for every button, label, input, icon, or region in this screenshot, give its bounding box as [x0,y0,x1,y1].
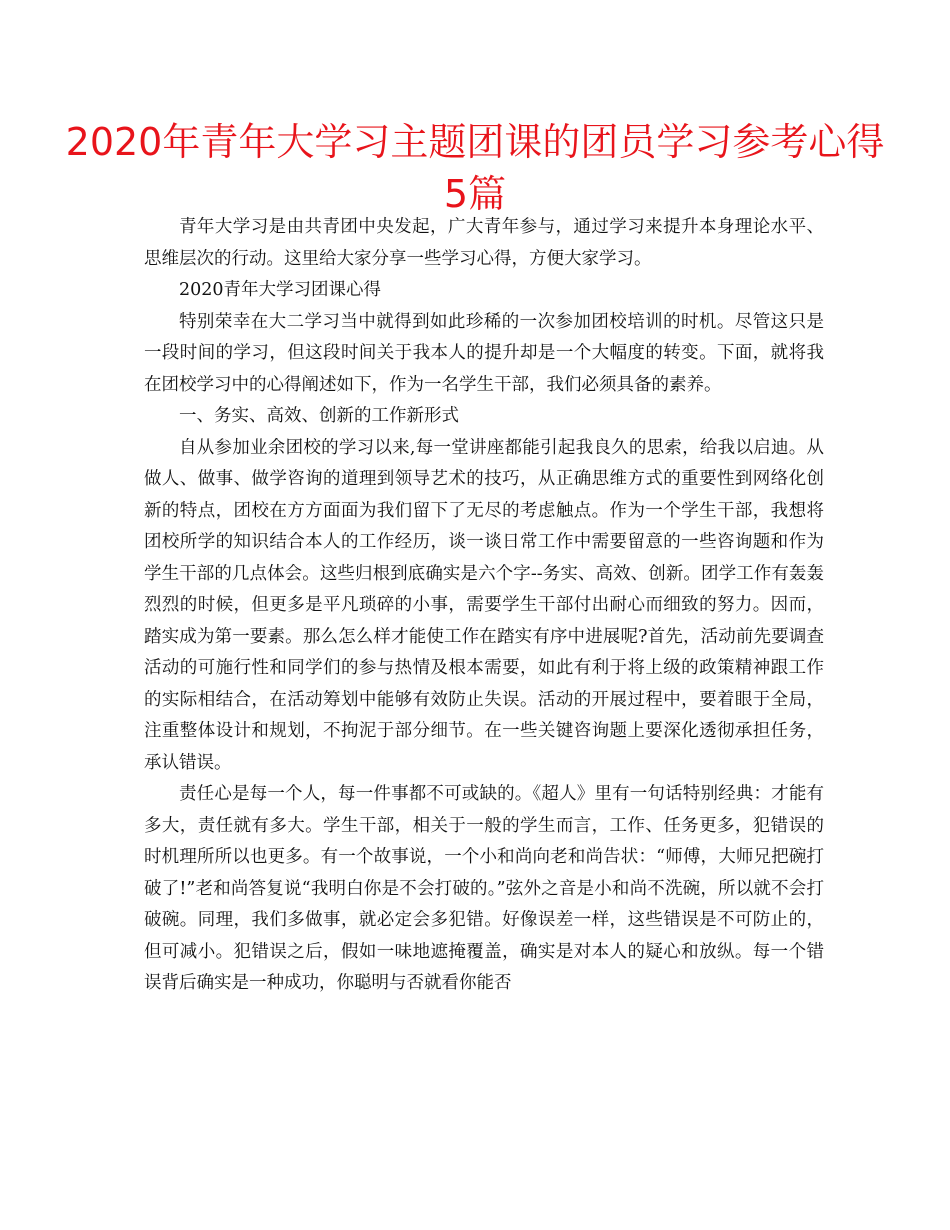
body-paragraph: 自从参加业余团校的学习以来,每一堂讲座都能引起我良久的思索，给我以启迪。从做人、做事、做学咨询的道理到领导艺术的技巧，从正确思维方式的重要性到网络化创新的特点，团校在方方面面为我们留下了无尽的考虑触点。作为一个学生干部，我想将团校所学的知识结合本人的工作经历，谈一谈日常工作中需要留意的一些咨询题和作为学生干部的几点体会。这些归根到底确实是六个字--务实、高效、创新。团学工作有轰轰烈烈的时候，但更多是平凡琐碎的小事，需要学生干部付出耐心而细致的努力。因而，踏实成为第一要素。那么怎么样才能使工作在踏实有序中进展呢?首先，活动前先要调查活动的可施行性和同学们的参与热情及根本需要，如此有利于将上级的政策精神跟工作的实际相结合，在活动筹划中能够有效防止失误。活动的开展过程中，要着眼于全局，注重整体设计和规划，不拘泥于部分细节。在一些关键咨询题上要深化透彻承担任务，承认错误。 [144,437,824,773]
body-paragraph: 特别荣幸在大二学习当中就得到如此珍稀的一次参加团校培训的时机。尽管这只是一段时间的学习，但这段时间关于我本人的提升却是一个大幅度的转变。下面，就将我在团校学习中的心得阐述如下，作为一名学生干部，我们必须具备的素养。 [144,311,824,395]
section-heading: 2020青年大学习团课心得 [179,280,382,300]
intro-paragraph: 青年大学习是由共青团中央发起，广大青年参与，通过学习来提升本身理论水平、思维层次的行动。这里给大家分享一些学习心得，方便大家学习。 [144,217,824,269]
subsection-heading: 一、务实、高效、创新的工作新形式 [179,406,459,426]
document-title: 2020年青年大学习主题团课的团员学习参考心得5篇 [65,120,885,216]
body-paragraph: 责任心是每一个人，每一件事都不可或缺的。《超人》里有一句话特别经典：才能有多大，责任就有多大。学生干部，相关于一般的学生而言，工作、任务更多，犯错误的时机理所所以也更多。有一个故事说，一个小和尚向老和尚告状：“师傅，大师兄把碗打破了!”老和尚答复说“我明白你是不会打破的。”弦外之音是小和尚不洗碗，所以就不会打破碗。同理，我们多做事，就必定会多犯错。好像误差一样，这些错误是不可防止的，但可减小。犯错误之后，假如一味地遮掩覆盖，确实是对本人的疑心和放纵。每一个错误背后确实是一种成功，你聪明与否就看你能否 [144,784,824,993]
document-body [144,212,824,1000]
